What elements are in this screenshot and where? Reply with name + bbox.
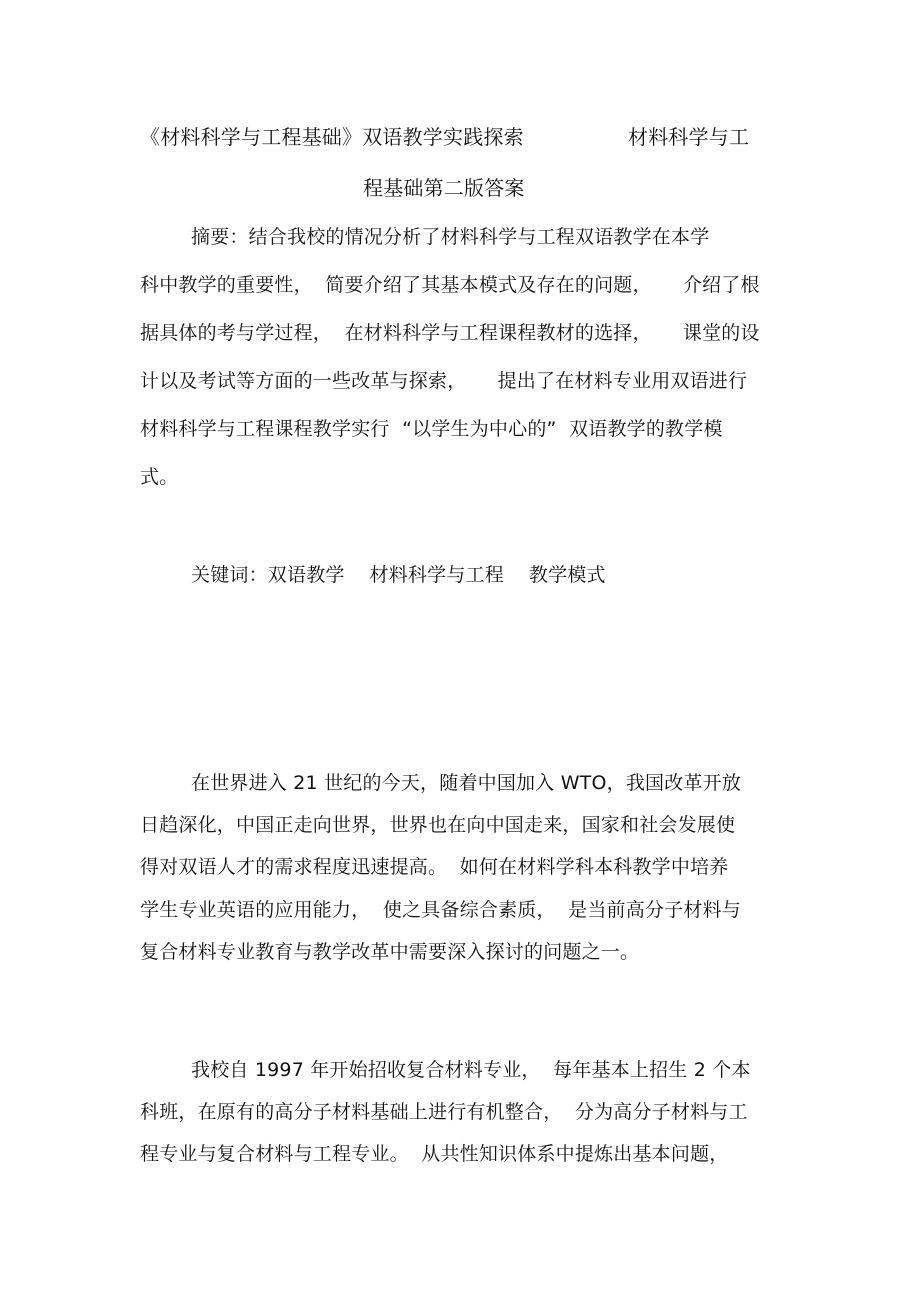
title-line-1-left: 《材料科学与工程基础》双语教学实践探索 (140, 125, 524, 149)
abstract-line: 式。 (140, 466, 179, 488)
paragraph-1-line: 在世界进入 21 世纪的今天，随着中国加入 WTO，我国改革开放 (191, 772, 742, 794)
abstract-line: 材料科学与工程课程教学实行 “以学生为中心的” 双语教学的教学模 (140, 418, 723, 440)
paragraph-2-line: 程专业与复合材料与工程专业。 从共性知识体系中提炼出基本问题， (140, 1143, 729, 1165)
paragraph-1-line: 日趋深化，中国正走向世界，世界也在向中国走来，国家和社会发展使 (140, 814, 736, 836)
paragraph-2-line: 科班，在原有的高分子材料基础上进行有机整合， 分为高分子材料与工 (140, 1101, 748, 1123)
paragraph-1-line: 学生专业英语的应用能力， 使之具备综合素质， 是当前高分子材料与 (140, 899, 741, 921)
keywords-line: 关键词：双语教学 材料科学与工程 教学模式 (191, 564, 606, 586)
paragraph-1-line: 得对双语人才的需求程度迅速提高。 如何在材料学科本科教学中培养 (140, 856, 729, 878)
title-line-1-right: 材料科学与工 (628, 125, 750, 149)
paragraph-1-line: 复合材料专业教育与教学改革中需要深入探讨的问题之一。 (140, 941, 640, 963)
paragraph-2-line: 我校自 1997 年开始招收复合材料专业， 每年基本上招生 2 个本 (191, 1059, 751, 1081)
abstract-line: 计以及考试等方面的一些改革与探索， 提出了在材料专业用双语进行 (140, 370, 748, 392)
abstract-line: 据具体的考与学过程， 在材料科学与工程课程教材的选择， 课堂的设 (140, 322, 760, 344)
abstract-line: 摘要：结合我校的情况分析了材料科学与工程双语教学在本学 (191, 226, 710, 248)
title-line-2: 程基础第二版答案 (363, 176, 525, 200)
abstract-line: 科中教学的重要性， 简要介绍了其基本模式及存在的问题， 介绍了根 (140, 274, 760, 296)
